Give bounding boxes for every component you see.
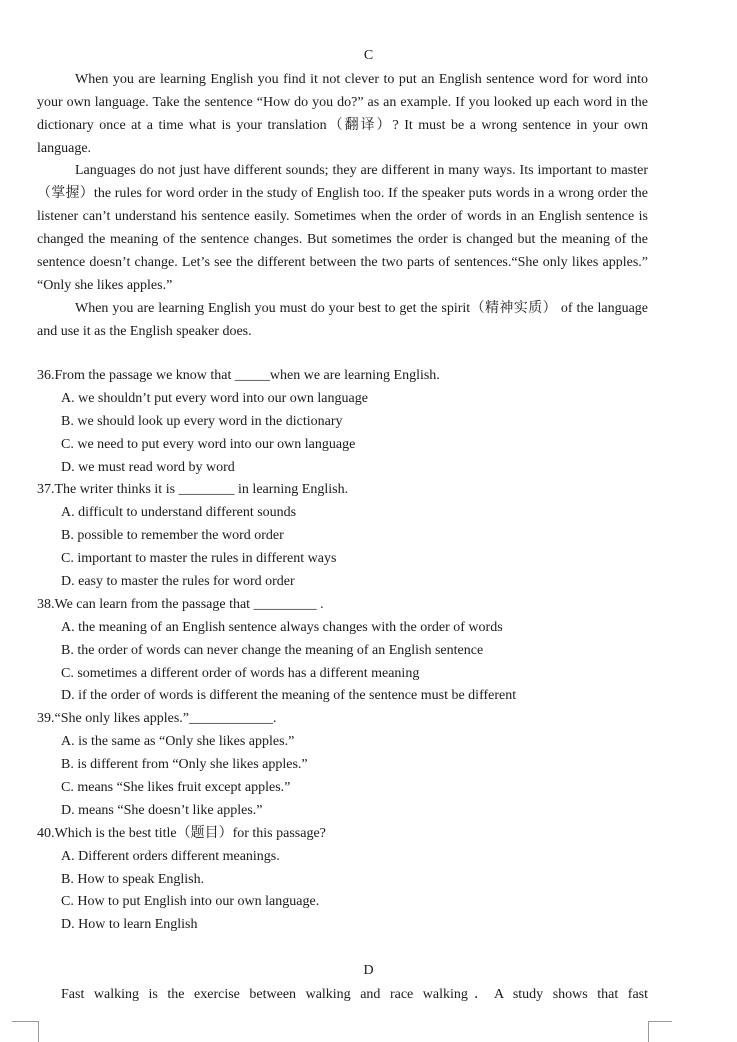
- section-d-paragraph: Fast walking is the exercise between walking and race walking．A study shows that fast: [61, 987, 648, 1002]
- section-c-paragraph-3: When you are learning English you must do your best to get the spirit（精神实质） of the language and use it as the English speaker does.: [37, 301, 648, 339]
- option-d: D. we must read word by word: [61, 459, 235, 475]
- question-stem: 37.The writer thinks it is ________ in learning English.: [37, 482, 349, 498]
- section-d-heading: D: [363, 963, 374, 978]
- section-c-heading: C: [363, 48, 374, 63]
- questions-list: [37, 365, 677, 937]
- crop-mark-left-vertical: [38, 1021, 39, 1042]
- question-38: [37, 594, 677, 708]
- option-b: B. possible to remember the word order: [61, 528, 284, 544]
- option-c: C. sometimes a different order of words has a different meaning: [61, 665, 420, 681]
- option-d: D. easy to master the rules for word order: [61, 574, 295, 590]
- option-b: B. How to speak English.: [61, 871, 205, 887]
- option-a: A. we shouldn’t put every word into our own language: [61, 390, 368, 406]
- option-d: D. means “She doesn’t like apples.”: [61, 802, 263, 818]
- question-37: [37, 479, 677, 593]
- question-stem: 40.Which is the best title（题目）for this passage?: [37, 825, 326, 841]
- option-c: C. means “She likes fruit except apples.”: [61, 780, 291, 796]
- option-b: B. is different from “Only she likes apples.”: [61, 757, 308, 773]
- question-40: [37, 823, 677, 937]
- option-b: B. we should look up every word in the dictionary: [61, 413, 343, 429]
- option-d: D. if the order of words is different the meaning of the sentence must be different: [61, 688, 517, 704]
- option-a: A. difficult to understand different sounds: [61, 505, 297, 521]
- question-stem: 38.We can learn from the passage that _________ .: [37, 596, 324, 612]
- option-b: B. the order of words can never change the meaning of an English sentence: [61, 642, 484, 658]
- question-39: [37, 708, 677, 822]
- question-stem: 36.From the passage we know that _____when we are learning English.: [37, 368, 440, 383]
- crop-mark-left: [12, 1021, 38, 1022]
- option-a: A. the meaning of an English sentence always changes with the order of words: [61, 619, 503, 635]
- crop-mark-right: [648, 1021, 672, 1022]
- section-c-paragraph-2: Languages do not just have different sounds; they are different in many ways. Its important to master（掌握）the rules for word order in the study of English too. If the speaker puts words in a wrong order the listener can’t understand his sentence easily. Sometimes when the order of words in an English sentence is changed the meaning of the sentence changes. But sometimes the order is changed but the meaning of the sentence doesn’t change. Let’s see the different between the two parts of sentences.“She only likes apples.” “Only she likes apples.”: [37, 163, 648, 293]
- option-c: C. we need to put every word into our own language: [61, 436, 356, 452]
- option-a: A. Different orders different meanings.: [61, 848, 280, 864]
- option-c: C. important to master the rules in different ways: [61, 551, 337, 567]
- option-a: A. is the same as “Only she likes apples.”: [61, 734, 295, 750]
- question-36: [37, 365, 677, 479]
- crop-mark-right-vertical: [648, 1021, 649, 1042]
- option-d: D. How to learn English: [61, 917, 198, 933]
- option-c: C. How to put English into our own language.: [61, 894, 320, 910]
- section-c-paragraph-1: When you are learning English you find it not clever to put an English sentence word for word into your own language. Take the sentence “How do you do?” as an example. If you looked up each word in the dictionary once at a time what is your translation（翻译）? It must be a wrong sentence in your own language.: [37, 72, 648, 156]
- question-stem: 39.“She only likes apples.”____________.: [37, 711, 277, 727]
